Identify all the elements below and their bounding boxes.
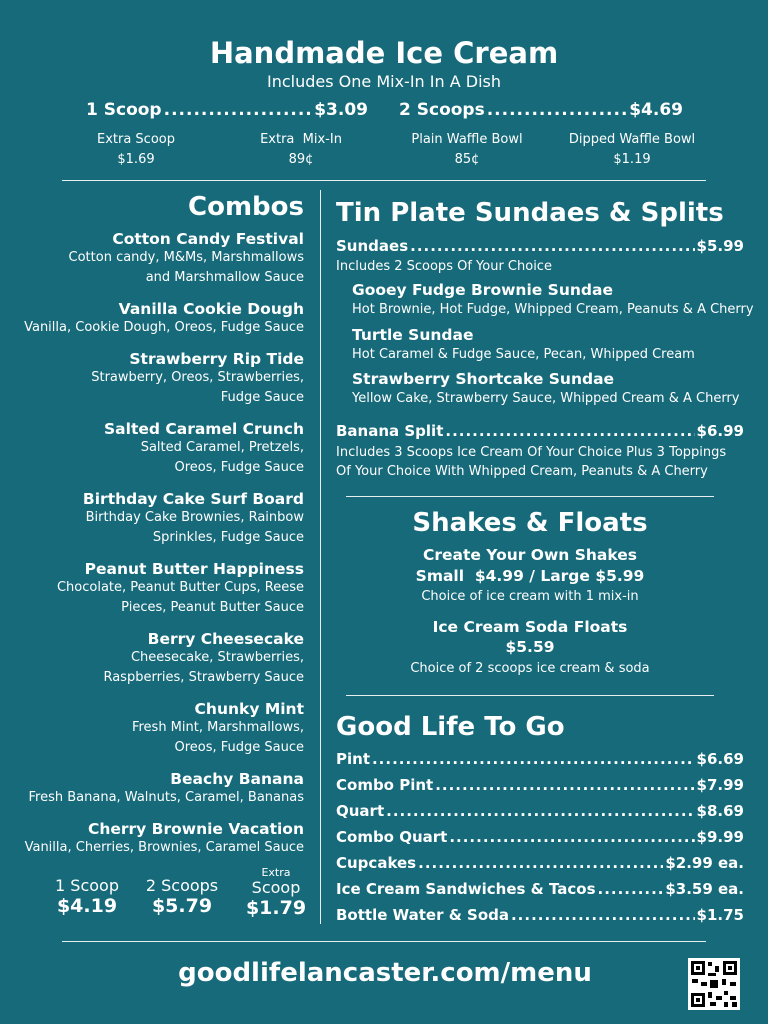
combo-desc: Oreos, Fudge Sauce (174, 740, 304, 755)
combo-desc: Birthday Cake Brownies, Rainbow (85, 510, 304, 525)
combos-title: Combos (188, 192, 304, 222)
combo-name: Strawberry Rip Tide (129, 350, 304, 368)
combo-desc: Salted Caramel, Pretzels, (140, 440, 304, 455)
one-scoop-price: $3.09 (314, 100, 368, 120)
leader-dots (511, 906, 695, 924)
togo-item (336, 802, 744, 828)
section-divider (346, 496, 714, 497)
sundaes-row (336, 237, 744, 255)
shakes-create: Create Your Own Shakes (422, 546, 638, 564)
combo-item (10, 630, 304, 700)
combo-item (10, 770, 304, 820)
combo-desc: Sprinkles, Fudge Sauce (152, 530, 304, 545)
two-scoops-price: $4.69 (629, 100, 683, 120)
extra-label: Extra Scoop (96, 132, 175, 147)
combo-price-extra-scoop (236, 868, 316, 919)
shakes-note: Choice of ice cream with 1 mix-in (421, 589, 639, 604)
dipped-waffle-bowl (560, 130, 704, 170)
banana-split-row (336, 422, 744, 440)
leader-dots (410, 237, 694, 255)
togo-price: $1.75 (696, 906, 744, 924)
combo-name: Cherry Brownie Vacation (87, 820, 304, 838)
togo-price: $9.99 (696, 828, 744, 846)
leader-dots (445, 422, 694, 440)
leader-dots (487, 100, 628, 120)
sundae-name: Gooey Fudge Brownie Sundae (352, 281, 613, 299)
sundae-name: Strawberry Shortcake Sundae (352, 370, 615, 388)
combo-name: Birthday Cake Surf Board (82, 490, 304, 508)
togo-label: Bottle Water & Soda (336, 906, 509, 924)
combos-list (10, 230, 304, 870)
page-subtitle: Includes One Mix-In In A Dish (267, 72, 501, 91)
qr-code-icon[interactable] (688, 958, 740, 1010)
togo-price: $6.69 (696, 750, 744, 768)
combo-desc: Oreos, Fudge Sauce (174, 460, 304, 475)
footer-url[interactable]: goodlifelancaster.com/menu (178, 958, 592, 988)
extra-price: 85¢ (454, 152, 480, 167)
column-divider (320, 190, 321, 924)
combo-desc: Cotton candy, M&Ms, Marshmallows (68, 250, 304, 265)
combo-price-small-label: Extra (261, 866, 291, 879)
page-title: Handmade Ice Cream (209, 36, 559, 70)
combo-name: Beachy Banana (170, 770, 304, 788)
togo-price: $2.99 ea. (665, 854, 744, 872)
combo-desc: Raspberries, Strawberry Sauce (103, 670, 304, 685)
extra-label: Extra Mix-In (260, 132, 342, 147)
banana-split-note-line: Of Your Choice With Whipped Cream, Peanuts & A Cherry (336, 464, 708, 479)
combo-item (10, 490, 304, 560)
one-scoop-row (86, 100, 368, 120)
combo-price-2-scoops (132, 876, 232, 917)
togo-list (336, 750, 744, 932)
combo-name: Salted Caramel Crunch (104, 420, 304, 438)
combo-desc: Strawberry, Oreos, Strawberries, (91, 370, 304, 385)
combo-price-1-scoop (42, 876, 132, 917)
sundaes-label: Sundaes (336, 237, 409, 255)
togo-item (336, 880, 744, 906)
combo-price-label: 1 Scoop (55, 876, 119, 895)
banana-split-label: Banana Split (336, 422, 444, 440)
sundae-desc: Yellow Cake, Strawberry Sauce, Whipped Cream & A Cherry (352, 391, 740, 406)
leader-dots (598, 880, 664, 898)
togo-label: Pint (336, 750, 370, 768)
footer-divider (62, 941, 706, 942)
togo-label: Combo Quart (336, 828, 448, 846)
combo-name: Chunky Mint (194, 700, 304, 718)
sundae-item (352, 326, 756, 362)
two-scoops-label: 2 Scoops (399, 100, 485, 120)
combo-price-value: $1.79 (245, 897, 307, 919)
banana-split-price: $6.99 (696, 422, 744, 440)
combo-item (10, 350, 304, 420)
togo-item (336, 854, 744, 880)
sundae-item (352, 370, 756, 406)
sundae-desc: Hot Brownie, Hot Fudge, Whipped Cream, Peanuts & A Cherry (352, 302, 754, 317)
sundaes-price: $5.99 (696, 237, 744, 255)
extra-scoop (76, 130, 196, 170)
combo-price-label: Scoop (251, 878, 301, 897)
banana-split-note-line: Includes 3 Scoops Ice Cream Of Your Choice Plus 3 Toppings (336, 445, 727, 460)
shakes-sizes: Small $4.99 / Large $5.99 (415, 567, 645, 585)
togo-title: Good Life To Go (336, 712, 565, 742)
leader-dots (386, 802, 694, 820)
leader-dots (435, 776, 694, 794)
floats-title: Ice Cream Soda Floats (432, 618, 628, 636)
combo-name: Cotton Candy Festival (112, 230, 304, 248)
section-divider (346, 695, 714, 696)
combo-desc: Vanilla, Cherries, Brownies, Caramel Sauce (24, 840, 304, 855)
togo-item (336, 750, 744, 776)
combo-item (10, 230, 304, 300)
extra-label: Plain Waffle Bowl (411, 132, 523, 147)
two-scoops-row (399, 100, 683, 120)
leader-dots (164, 100, 313, 120)
togo-price: $3.59 ea. (665, 880, 744, 898)
togo-item (336, 828, 744, 854)
floats-note: Choice of 2 scoops ice cream & soda (410, 661, 650, 676)
leader-dots (372, 750, 695, 768)
sundaes-title: Tin Plate Sundaes & Splits (336, 198, 724, 228)
plain-waffle-bowl (400, 130, 534, 170)
combo-name: Berry Cheesecake (147, 630, 304, 648)
combo-item (10, 700, 304, 770)
one-scoop-label: 1 Scoop (86, 100, 162, 120)
combo-price-label: 2 Scoops (145, 876, 219, 895)
combo-price-value: $4.19 (56, 895, 118, 917)
togo-price: $8.69 (696, 802, 744, 820)
togo-label: Quart (336, 802, 385, 820)
extra-price: $1.69 (117, 152, 155, 167)
combo-item (10, 560, 304, 630)
combo-desc: and Marshmallow Sauce (145, 270, 304, 285)
combo-name: Peanut Butter Happiness (84, 560, 304, 578)
extra-mix-in (241, 130, 361, 170)
combo-desc: Fresh Mint, Marshmallows, (131, 720, 304, 735)
togo-item (336, 776, 744, 802)
combo-desc: Fresh Banana, Walnuts, Caramel, Bananas (28, 790, 304, 805)
togo-item (336, 906, 744, 932)
leader-dots (449, 828, 694, 846)
header-divider (62, 180, 706, 181)
combo-desc: Cheesecake, Strawberries, (130, 650, 304, 665)
sundae-desc: Hot Caramel & Fudge Sauce, Pecan, Whipped Cream (352, 347, 695, 362)
floats-price: $5.59 (505, 638, 555, 656)
leader-dots (418, 854, 663, 872)
sundae-name: Turtle Sundae (352, 326, 474, 344)
combo-desc: Chocolate, Peanut Butter Cups, Reese (56, 580, 304, 595)
sundae-item (352, 281, 756, 317)
banana-split-note (336, 443, 756, 481)
combo-item (10, 820, 304, 870)
sundaes-note: Includes 2 Scoops Of Your Choice (336, 259, 552, 274)
combo-name: Vanilla Cookie Dough (118, 300, 304, 318)
togo-price: $7.99 (696, 776, 744, 794)
togo-label: Cupcakes (336, 854, 417, 872)
combo-item (10, 300, 304, 350)
togo-label: Ice Cream Sandwiches & Tacos (336, 880, 596, 898)
togo-label: Combo Pint (336, 776, 434, 794)
extra-price: $1.19 (613, 152, 651, 167)
combo-item (10, 420, 304, 490)
combo-desc: Pieces, Peanut Butter Sauce (121, 600, 304, 615)
combo-desc: Vanilla, Cookie Dough, Oreos, Fudge Sauce (24, 320, 304, 335)
extra-label: Dipped Waffle Bowl (568, 132, 696, 147)
combo-price-value: $5.79 (151, 895, 213, 917)
combo-desc: Fudge Sauce (220, 390, 304, 405)
shakes-title: Shakes & Floats (412, 508, 648, 538)
extra-price: 89¢ (288, 152, 314, 167)
